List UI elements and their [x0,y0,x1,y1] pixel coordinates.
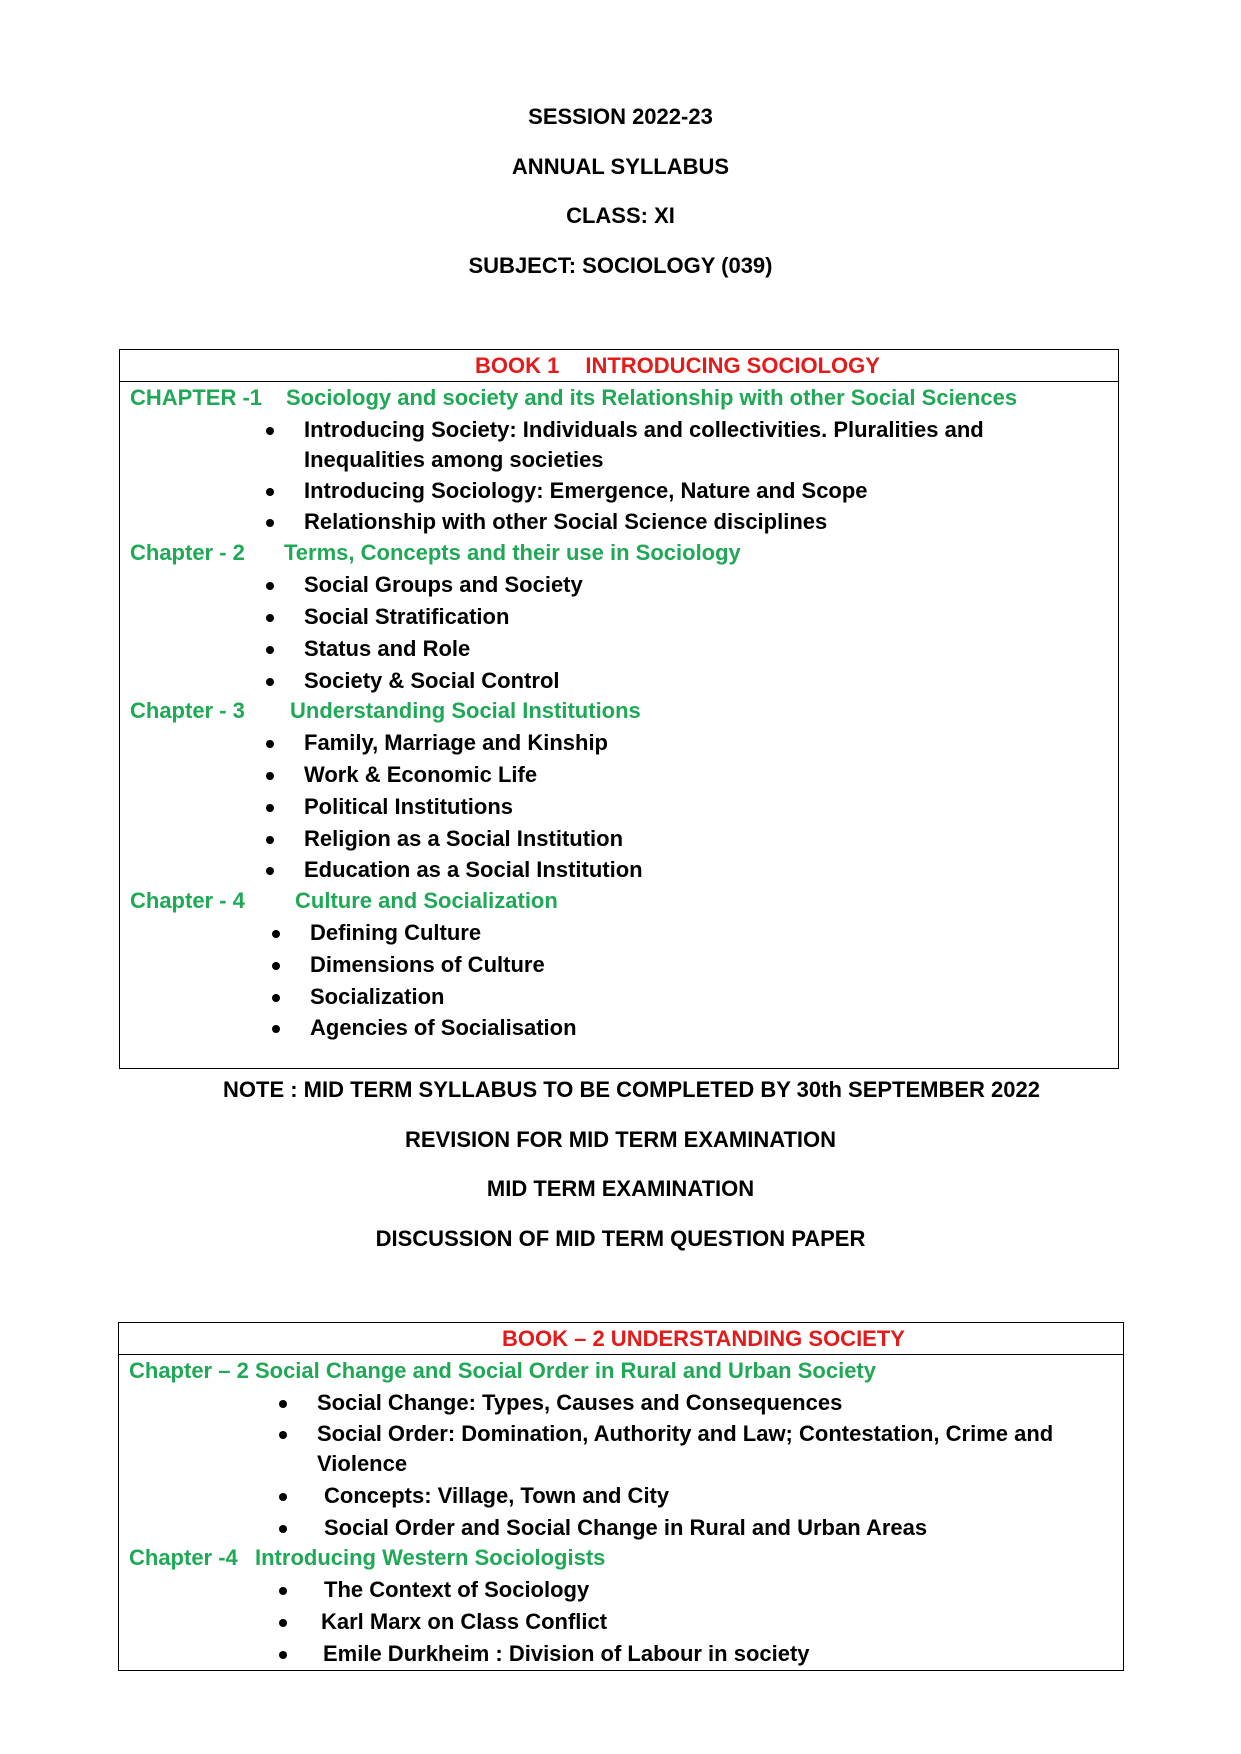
class-heading: CLASS: XI [566,203,675,228]
bullet-icon [279,1619,287,1627]
topic-item: Social Order: Domination, Authority and Law; Contestation, Crime and Violence [317,1419,1077,1479]
bullet-icon [266,836,274,844]
bullet-icon [266,427,274,435]
bullet-icon [266,614,274,622]
topic-item: Social Stratification [304,602,509,632]
book1-name: INTRODUCING SOCIOLOGY [585,353,880,378]
chapter-label: Chapter – 2 [129,1358,249,1383]
chapter-label: CHAPTER -1 [130,385,263,410]
bullet-icon [272,962,280,970]
bullet-icon [266,804,274,812]
bullet-icon [266,772,274,780]
book2-body [119,1355,1123,1671]
bullet-icon [279,1587,287,1595]
chapter-heading [130,383,1017,413]
topic-item: Concepts: Village, Town and City [324,1481,669,1511]
topic-item: Introducing Society: Individuals and collectivities. Pluralities and Inequalities among societies [304,415,1104,475]
book1-title [120,350,1118,382]
chapter-title: Terms, Concepts and their use in Sociology [284,540,741,565]
book2-table [118,1322,1124,1671]
bullet-icon [266,740,274,748]
bullet-icon [272,930,280,938]
bullet-icon [279,1651,287,1659]
book2-title: BOOK – 2 UNDERSTANDING SOCIETY [119,1323,1123,1355]
topic-item: Agencies of Socialisation [310,1013,577,1043]
chapter-title: Social Change and Social Order in Rural and Urban Society [254,1358,876,1383]
topic-item: Defining Culture [310,918,481,948]
topic-item: The Context of Sociology [324,1575,589,1605]
revision-note: REVISION FOR MID TERM EXAMINATION [404,1127,837,1152]
topic-item: Society & Social Control [304,666,560,696]
topic-item: Introducing Sociology: Emergence, Nature and Scope [304,476,868,506]
chapter-title: Culture and Socialization [295,888,558,913]
discussion-note: DISCUSSION OF MID TERM QUESTION PAPER [375,1226,866,1251]
chapter-title: Understanding Social Institutions [290,698,641,723]
chapter-heading [130,538,741,568]
syllabus-heading: ANNUAL SYLLABUS [511,154,730,179]
bullet-icon [266,519,274,527]
bullet-icon [279,1431,287,1439]
bullet-icon [279,1400,287,1408]
chapter-heading [130,886,558,916]
exam-note: MID TERM EXAMINATION [486,1176,755,1201]
topic-item: Education as a Social Institution [304,855,643,885]
topic-item: Social Order and Social Change in Rural and Urban Areas [324,1513,927,1543]
chapter-label: Chapter - 4 [130,888,245,913]
topic-item: Religion as a Social Institution [304,824,623,854]
topic-item: Emile Durkheim : Division of Labour in society [323,1639,810,1669]
book1-body [120,382,1118,1069]
bullet-icon [266,678,274,686]
bullet-icon [266,488,274,496]
book1-table [119,349,1119,1069]
chapter-title: Introducing Western Sociologists [255,1545,606,1570]
topic-item: Socialization [310,982,444,1012]
topic-item: Karl Marx on Class Conflict [321,1607,607,1637]
chapter-label: Chapter - 2 [130,540,245,565]
session-heading: SESSION 2022-23 [528,104,713,129]
bullet-icon [279,1493,287,1501]
bullet-icon [266,867,274,875]
chapter-heading [129,1356,876,1386]
topic-item: Family, Marriage and Kinship [304,728,608,758]
topic-item: Social Groups and Society [304,570,583,600]
topic-item: Social Change: Types, Causes and Consequences [317,1388,842,1418]
topic-item: Political Institutions [304,792,513,822]
topic-item: Work & Economic Life [304,760,537,790]
chapter-label: Chapter - 3 [130,698,245,723]
chapter-title: Sociology and society and its Relationship with other Social Sciences [286,385,1018,410]
topic-item: Relationship with other Social Science disciplines [304,507,827,537]
topic-item: Status and Role [304,634,470,664]
bullet-icon [272,1025,280,1033]
bullet-icon [272,994,280,1002]
chapter-label: Chapter -4 [129,1545,238,1570]
mid-term-note: NOTE : MID TERM SYLLABUS TO BE COMPLETED BY 30th SEPTEMBER 2022 [223,1077,1040,1102]
bullet-icon [266,646,274,654]
book1-number: BOOK 1 [475,353,560,378]
chapter-heading [129,1543,605,1573]
bullet-icon [279,1525,287,1533]
subject-heading: SUBJECT: SOCIOLOGY (039) [468,253,773,278]
bullet-icon [266,582,274,590]
topic-item: Dimensions of Culture [310,950,545,980]
chapter-heading [130,696,641,726]
